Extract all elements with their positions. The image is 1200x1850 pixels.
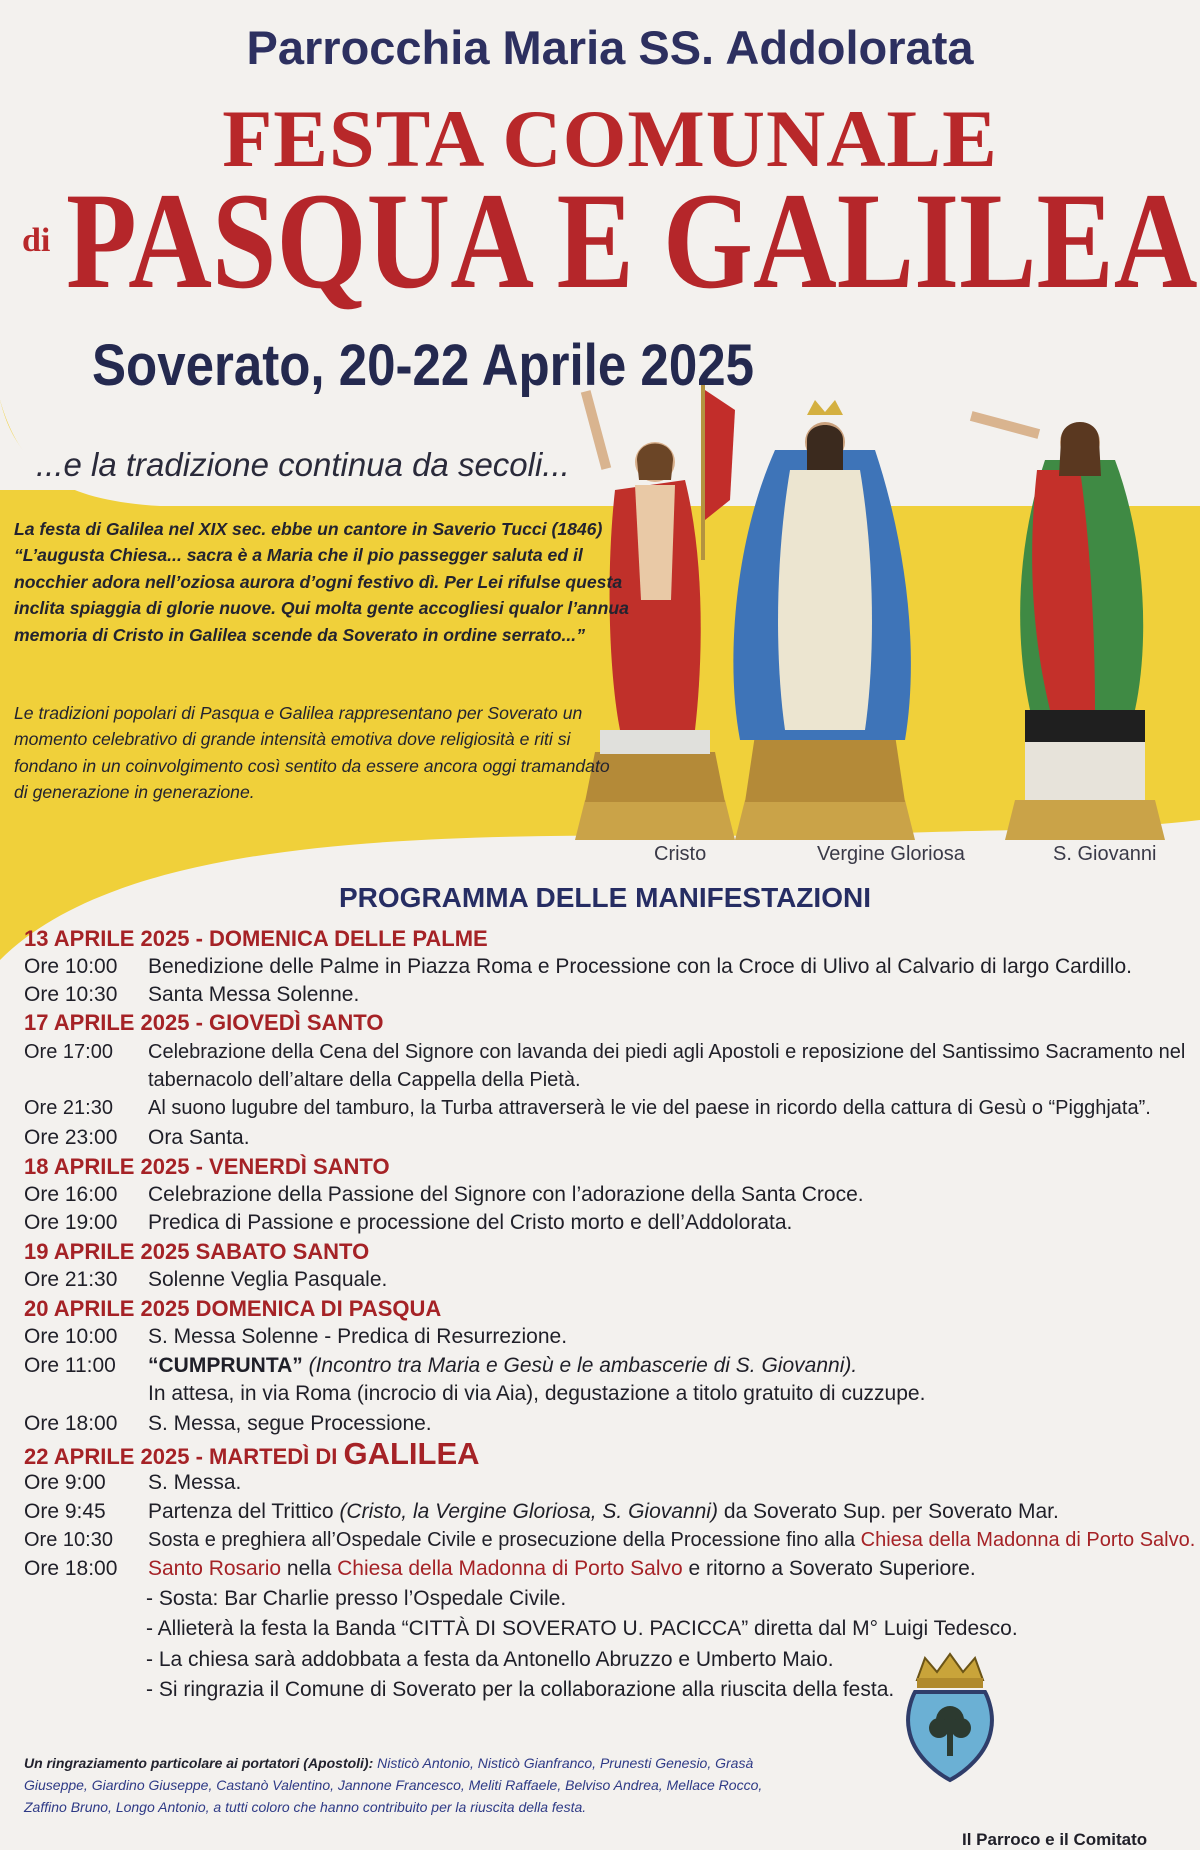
- parish-name: Parrocchia Maria SS. Addolorata: [246, 21, 974, 74]
- program-row: [24, 1038, 1199, 1094]
- location-dates: Soverato, 20-22 Aprile 2025: [92, 333, 754, 398]
- event-desc: S. Messa, segue Processione.: [148, 1412, 432, 1435]
- desc-part-italic: (Cristo, la Vergine Gloriosa, S. Giovanni): [339, 1500, 718, 1523]
- program-row: [24, 981, 1199, 1009]
- note-line: - Allieterà la festa la Banda “CITTÀ DI SOVERATO U. PACICCA” diretta dal M° Luigi Tedesco.: [146, 1617, 1018, 1640]
- event-desc: Ora Santa.: [148, 1126, 250, 1149]
- event-time: Ore 9:45: [24, 1500, 106, 1523]
- caption-cristo: Cristo: [654, 843, 707, 865]
- festa-heading: FESTA COMUNALE: [222, 93, 998, 184]
- event-time: Ore 10:30: [24, 983, 118, 1006]
- program-row: [24, 1555, 1199, 1583]
- event-time: Ore 10:00: [24, 1325, 118, 1348]
- event-desc-extra: In attesa, in via Roma (incrocio di via Aia), degustazione a titolo gratuito di cuzzupe.: [148, 1382, 926, 1405]
- event-time: Ore 9:00: [24, 1471, 106, 1494]
- signature: Il Parroco e il Comitato: [962, 1830, 1148, 1849]
- di-word: di: [22, 222, 51, 259]
- program-row: [24, 953, 1199, 981]
- main-title: PASQUA E GALILEA: [66, 164, 1198, 317]
- event-time: Ore 17:00: [24, 1041, 113, 1063]
- event-desc: Celebrazione della Cena del Signore con lavanda dei piedi agli Apostoli e reposizione del Santissimo Sacramento nel tabernacolo dell’altare della Cappella della Pietà.: [148, 1041, 1186, 1091]
- historic-quote: La festa di Galilea nel XIX sec. ebbe un cantore in Saverio Tucci (1846) “L’augusta Chiesa... sacra è a Maria che il pio passegger saluta ed il nocchier adora nell’oziosa aurora d’ogni festivo dì. Per Lei rifulse questa inclita spiaggia di glorie nuove. Qui molta gente accogliesi qualor l’annua memoria di Cristo in Galilea scende da Soverato in ordine serrato...”: [14, 519, 629, 645]
- program-row: [24, 1209, 1199, 1237]
- statue-giovanni: [970, 411, 1165, 840]
- event-time: Ore 10:00: [24, 955, 118, 978]
- thanks-names: Nisticò Antonio, Nisticò Gianfranco, Prunesti Genesio, Grasà Giuseppe, Giardino Giuseppe, Castanò Valentino, Jannone Francesco, Meliti Raffaele, Belviso Andrea, Mellace Rocco, Zaffino Bruno, Longo Antonio, a tutti coloro che hanno contribuito per la riuscita della festa.: [24, 1755, 763, 1815]
- day-heading: 13 APRILE 2025 - DOMENICA DELLE PALME: [24, 926, 488, 951]
- program-row: [24, 1410, 1199, 1438]
- program-row: [24, 1526, 1199, 1554]
- event-time: Ore 21:30: [24, 1097, 113, 1119]
- desc-part: nella: [286, 1557, 332, 1580]
- galilea-word: GALILEA: [343, 1436, 480, 1471]
- thanks-note: [24, 1752, 804, 1818]
- event-time: Ore 19:00: [24, 1211, 118, 1234]
- cumprunta-note: (Incontro tra Maria e Gesù e le ambascerie di S. Giovanni).: [308, 1354, 858, 1377]
- desc-part: Partenza del Trittico: [148, 1500, 334, 1523]
- event-desc: S. Messa Solenne - Predica di Resurrezione.: [148, 1325, 568, 1348]
- program-row: [24, 1498, 1199, 1526]
- crown-icon: [917, 1654, 983, 1688]
- day-heading: [24, 1436, 480, 1472]
- event-desc: Benedizione delle Palme in Piazza Roma e Processione con la Croce di Ulivo al Calvario di largo Cardillo.: [148, 955, 1132, 978]
- event-time: Ore 18:00: [24, 1557, 118, 1580]
- caption-vergine: Vergine Gloriosa: [817, 843, 965, 865]
- program-row: [24, 1124, 1199, 1152]
- event-desc: Santa Messa Solenne.: [148, 983, 360, 1006]
- event-time: Ore 16:00: [24, 1183, 118, 1206]
- day-heading: 20 APRILE 2025 DOMENICA DI PASQUA: [24, 1296, 442, 1321]
- program-row: [24, 1323, 1199, 1351]
- event-time: Ore 18:00: [24, 1412, 118, 1435]
- note-line: - Sosta: Bar Charlie presso l’Ospedale Civile.: [146, 1587, 567, 1610]
- event-desc: Predica di Passione e processione del Cristo morto e dell’Addolorata.: [148, 1211, 793, 1234]
- tagline: ...e la tradizione continua da secoli...: [36, 446, 570, 483]
- caption-giovanni: S. Giovanni: [1053, 843, 1157, 865]
- day-heading-text: 22 APRILE 2025 - MARTEDÌ DI: [24, 1444, 338, 1469]
- program-row: [24, 1181, 1199, 1209]
- event-time: Ore 10:30: [24, 1529, 113, 1551]
- day-heading: 17 APRILE 2025 - GIOVEDÌ SANTO: [24, 1010, 384, 1035]
- program-row: [24, 1469, 1199, 1497]
- event-time: Ore 21:30: [24, 1268, 118, 1291]
- rosario-label: Santo Rosario: [148, 1557, 282, 1580]
- thanks-label: Un ringraziamento particolare ai portatori (Apostoli):: [24, 1755, 374, 1771]
- church-name: Chiesa della Madonna di Porto Salvo.: [860, 1529, 1196, 1551]
- desc-part: Sosta e preghiera all’Ospedale Civile e prosecuzione della Processione fino alla: [148, 1529, 856, 1551]
- event-time: Ore 11:00: [24, 1354, 116, 1377]
- program-title: PROGRAMMA DELLE MANIFESTAZIONI: [339, 882, 871, 913]
- note-line: - Si ringrazia il Comune di Soverato per la collaborazione alla riuscita della festa.: [146, 1678, 895, 1701]
- day-heading: 18 APRILE 2025 - VENERDÌ SANTO: [24, 1154, 390, 1179]
- event-desc: S. Messa.: [148, 1471, 242, 1494]
- program-row: [24, 1094, 1199, 1122]
- event-time: Ore 23:00: [24, 1126, 118, 1149]
- church-name: Chiesa della Madonna di Porto Salvo: [337, 1557, 683, 1580]
- desc-part: da Soverato Sup. per Soverato Mar.: [723, 1500, 1059, 1523]
- day-heading: 19 APRILE 2025 SABATO SANTO: [24, 1239, 370, 1264]
- desc-part: e ritorno a Soverato Superiore.: [688, 1557, 976, 1580]
- program-row: [24, 1352, 1199, 1408]
- note-line: - La chiesa sarà addobbata a festa da Antonello Abruzzo e Umberto Maio.: [146, 1648, 834, 1671]
- cumprunta-label: “CUMPRUNTA”: [148, 1354, 303, 1377]
- statues-image: [575, 380, 1200, 840]
- event-desc: Al suono lugubre del tamburo, la Turba attraverserà le vie del paese in ricordo della cattura di Gesù o “Pigghjata”.: [148, 1097, 1151, 1119]
- intro-paragraph: Le tradizioni popolari di Pasqua e Galilea rappresentano per Soverato un momento celebrativo di grande intensità emotiva dove religiosità e riti si fondano in un coinvolgimento così sentito da essere ancora oggi tramandato di generazione in generazione.: [14, 703, 610, 803]
- statue-vergine: [733, 400, 915, 840]
- event-desc: Celebrazione della Passione del Signore con l’adorazione della Santa Croce.: [148, 1183, 864, 1206]
- program-row: [24, 1266, 1199, 1294]
- event-desc: Solenne Veglia Pasquale.: [148, 1268, 388, 1291]
- coat-of-arms: [895, 1650, 1005, 1785]
